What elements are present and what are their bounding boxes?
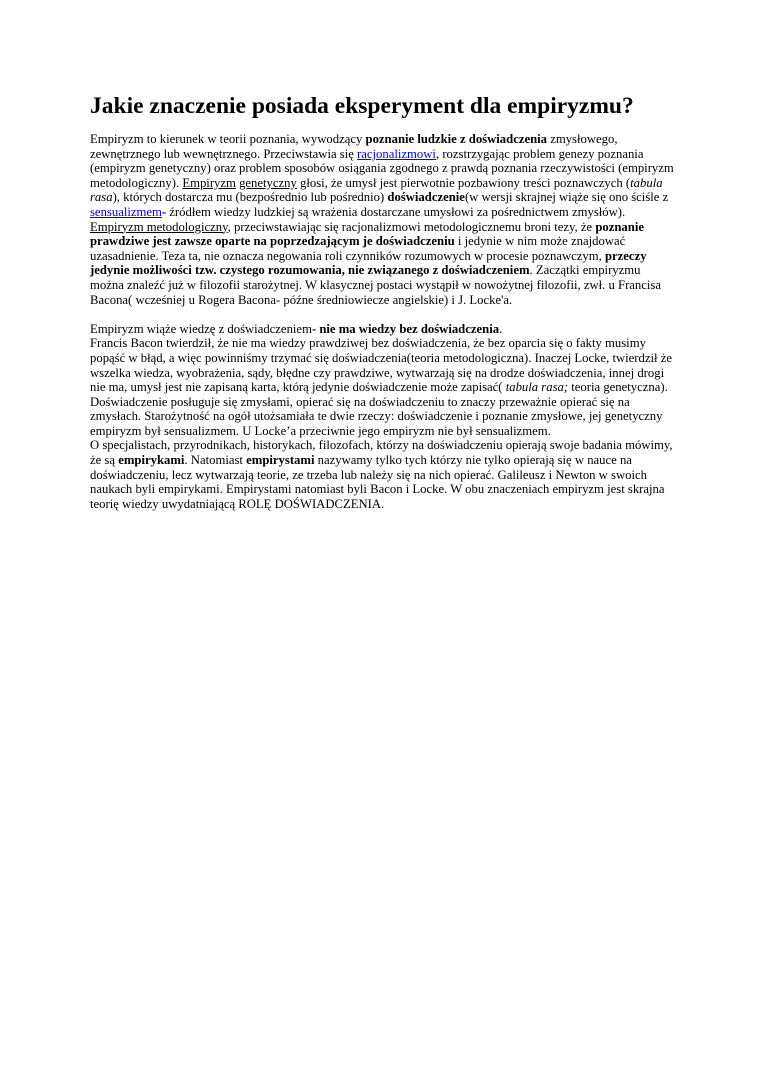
text-span: Empiryzm to kierunek w teorii poznania, wywodzący <box>90 132 366 146</box>
text-span: Empiryzm wiąże wiedzę z doświadczeniem <box>90 321 312 336</box>
link-sensualizm[interactable]: sensualizmem <box>90 204 162 219</box>
document-page <box>90 92 674 511</box>
underlined-term: genetyczny <box>239 175 297 190</box>
text-span: zmysłowego, zewnętrznego lub wewnętrznego. Przeciwstawia się <box>90 132 618 161</box>
text-span: ), których dostarcza mu (bezpośrednio lub pośrednio) <box>112 190 388 205</box>
text-span: nazywamy tylko tych którzy nie tylko opierają się w nauce na doświadczeniu, lecz wytwarzają teorie, ze trzeba lub należy się na nich opierać. Galileusz i Newton w swoich naukach byli empirykami. Empirystami natomiast byli Bacon i Locke. W obu znaczeniach empiryzm jest skrajna teorię wiedzy uwydatniającą ROLĘ DOŚWIADCZENIA. <box>90 453 665 511</box>
bold-phrase: przeczy jedynie możliwości tzw. czystego rozumowania, nie związanego z doświadczeniem <box>90 248 647 278</box>
text-span: głosi, że umysł jest pierwotnie pozbawiony treści poznawczych ( <box>296 175 631 190</box>
paragraph-bacon-locke <box>90 336 674 438</box>
link-racjonalizm[interactable]: racjonalizmowi <box>357 146 436 161</box>
paragraph-empirics <box>90 438 674 511</box>
italic-term: tabula rasa <box>90 175 663 205</box>
italic-term: tabula rasa; <box>505 380 569 395</box>
paragraph-spacer <box>90 307 674 322</box>
underlined-term: Empiryzm <box>182 175 236 190</box>
text-span: . <box>499 321 503 336</box>
text-span: teoria genetyczna). Doświadczenie posługuje się zmysłami, opierać się na doświadczeniu to znaczy przeważnie opierać się na zmysłach. Starożytność na ogół utożsamiała te dwie rzeczy: doświadczenie i poznanie zmysłowe, jej genetyczny empiryzm był sensualizmem. U Locke’a przeciwnie jego empiryzm nie był sensualizmem. <box>90 380 668 438</box>
bold-phrase: - nie ma wiedzy bez doświadczenia <box>311 321 500 336</box>
text-span: , przeciwstawiając się racjonalizmowi metodologicznemu broni tezy, że <box>227 219 596 234</box>
text-span: źródłem wiedzy ludzkiej są wrażenia dostarczane umysłowi za pośrednictwem zmysłów). <box>166 204 626 219</box>
text-span: . Zaczątki empiryzmu można znaleźć już w filozofii starożytnej. W klasycznej postaci wystąpił w nowożytnej filozofii, zwł. u Francisa Bacona( wcześniej u Rogera Bacona- późne średniowiecze angielskie) i J. Locke'a. <box>90 263 661 307</box>
paragraph-definition <box>90 132 674 307</box>
text-span: (w wersji skrajnej wiąże się ono ściśle z <box>464 190 669 205</box>
text-span: . Natomiast <box>184 453 247 468</box>
bold-phrase: poznanie prawdziwe jest zawsze oparte na poprzedzającym je doświadczeniu <box>90 219 644 249</box>
text-span: , rozstrzygając problem genezy poznania (empiryzm genetyczny) oraz problem sposobów osiągania zgodnego z prawdą poznania rzeczywistości (empiryzm metodologiczny). <box>90 146 674 190</box>
bold-phrase: empirystami <box>246 453 315 468</box>
text-span: i jedynie w nim może znajdować uzasadnienie. Teza ta, nie oznacza negowania roli czynników rozumowych w procesie poznawczym, <box>90 234 626 263</box>
bold-phrase: doświadczenie <box>387 190 465 205</box>
bold-phrase: poznanie ludzkie z doświadczenia <box>365 132 548 146</box>
text-span: O specjalistach, przyrodnikach, historykach, filozofach, którzy na doświadczeniu opierają swoje badania mówimy, że są <box>90 438 673 468</box>
underlined-term: Empiryzm metodologiczny <box>90 219 228 234</box>
paragraph-summary <box>90 322 674 337</box>
bold-phrase: empirykami <box>118 453 185 468</box>
text-span: Francis Bacon twierdził, że nie ma wiedzy prawdziwej bez doświadczenia, że bez oparcia się o fakty musimy popąść w błąd, a więc powinniśmy trzymać się doświadczenia(teoria metodologiczna). Inaczej Locke, twierdził że wszelka wiedza, wyobrażenia, sądy, błędne czy prawdziwe, wytwarzają się na drodze doświadczenia, innej drogi nie ma, umysł jest nie zapisaną karta, którą jedynie doświadczenie może zapisać( <box>90 336 672 395</box>
bold-phrase: - <box>161 204 167 219</box>
document-title: Jakie znaczenie posiada eksperyment dla empiryzmu? <box>90 93 634 119</box>
